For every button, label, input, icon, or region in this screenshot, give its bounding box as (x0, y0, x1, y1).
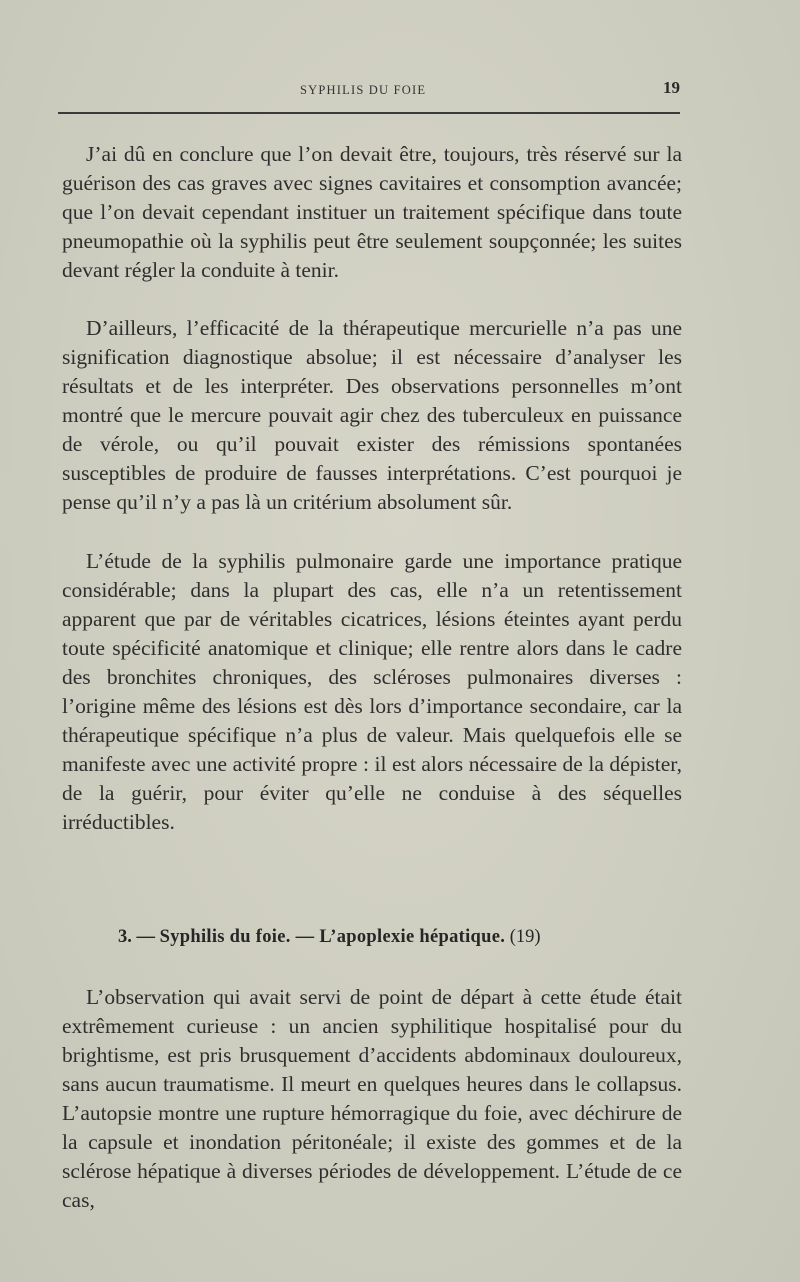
page-number: 19 (663, 78, 680, 97)
header-rule (58, 112, 680, 114)
paragraph-4: L’observation qui avait servi de point de départ à cette étude était extrêmement curieuse : un ancien syphilitique hospitalisé pour du brightisme, est pris brusquement d’accidents abdominaux douloureux, sans aucun traumatisme. Il meurt en quelques heures dans le collapsus. L’autopsie montre une rupture hémorragique du foie, avec déchirure de la capsule et inondation péritonéale; il existe des gommes et de la sclérose hépatique à diverses périodes de développement. L’étude de ce cas, (62, 985, 682, 1212)
running-title: SYPHILIS DU FOIE (300, 83, 427, 97)
section-heading (118, 927, 718, 948)
paragraph-2: D’ailleurs, l’efficacité de la thérapeutique mercurielle n’a pas une signification diagnostique absolue; il est nécessaire d’analyser les résultats et de les interpréter. Des observations personnelles m’ont montré que le mercure pouvait agir chez des tuberculeux en puissance de vérole, ou qu’il pouvait exister des rémissions spontanées susceptibles de produire de fausses interprétations. C’est pourquoi je pense qu’il n’y a pas là un critérium absolument sûr. (62, 316, 682, 514)
section-title: Syphilis du foie. — L’apoplexie hépatique. (159, 927, 506, 947)
paragraph-3: L’étude de la syphilis pulmonaire garde une importance pratique considérable; dans la plupart des cas, elle n’a un retentissement apparent que par de véritables cicatrices, lésions éteintes ayant perdu toute spécificité anatomique et clinique; elle rentre alors dans le cadre des bronchites chroniques, des scléroses pulmonaires diverses : l’origine même des lésions est dès lors d’importance secondaire, car la thérapeutique spécifique n’a plus de valeur. Mais quelquefois elle se manifeste avec une activité propre : il est alors nécessaire de la dépister, de la guérir, pour éviter qu’elle ne conduise à des séquelles irréductibles. (62, 549, 682, 834)
running-head (60, 78, 680, 104)
section-number: 3. — (118, 927, 155, 947)
section-reference: (19) (509, 927, 541, 947)
paragraph-1: J’ai dû en conclure que l’on devait être, toujours, très réservé sur la guérison des cas graves avec signes cavitaires et consomption avancée; que l’on devait cependant instituer un traitement spécifique dans toute pneumopathie où la syphilis peut être seulement soupçonnée; les suites devant régler la conduite à tenir. (62, 142, 682, 282)
